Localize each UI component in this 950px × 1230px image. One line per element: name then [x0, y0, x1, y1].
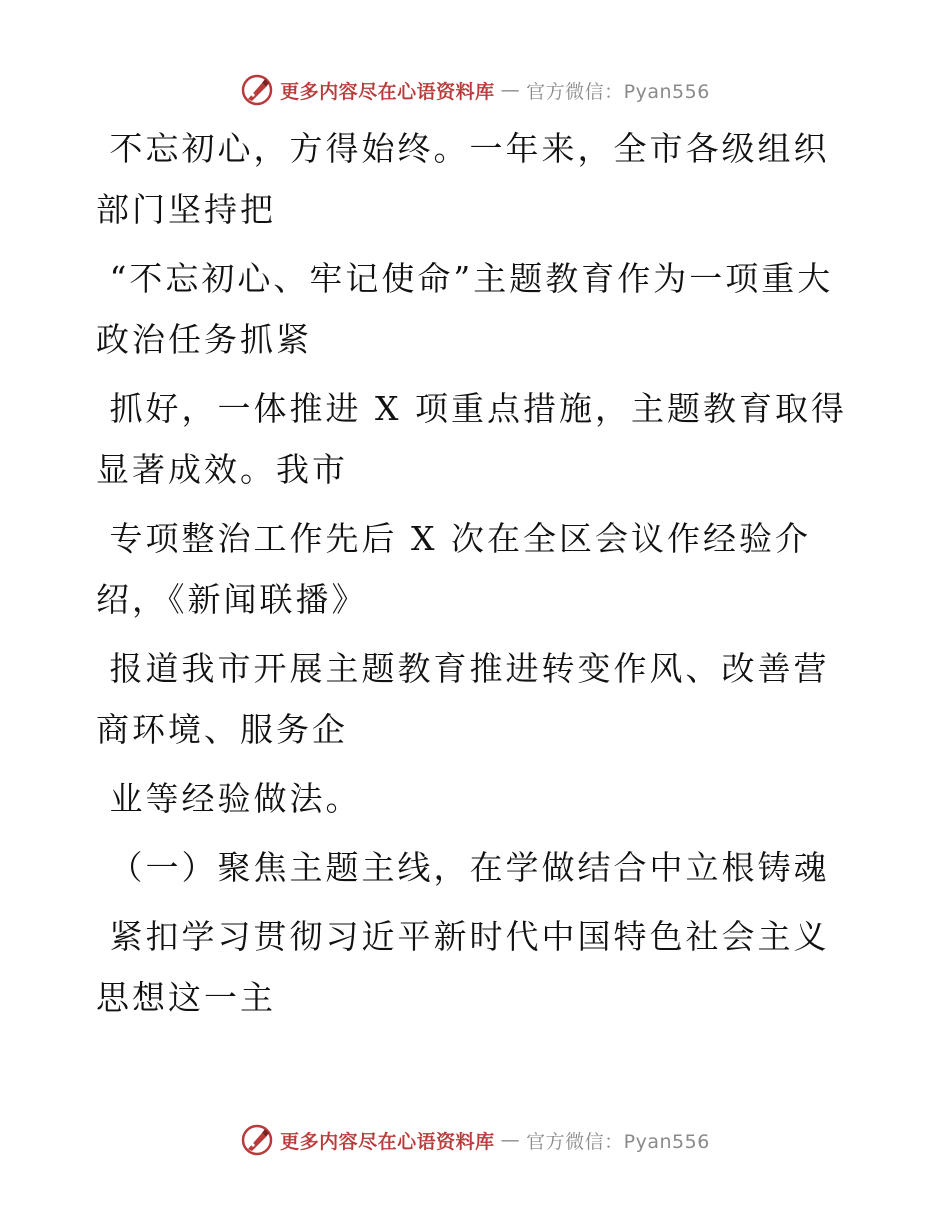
header-banner	[0, 68, 950, 112]
pen-nib-logo-icon	[240, 1123, 274, 1157]
banner-site-text: 更多内容尽在心语资料库	[280, 1130, 495, 1153]
banner-wechat-text: 官方微信：Pyan556	[526, 1130, 710, 1153]
banner-separator: —	[500, 79, 521, 101]
paragraph: 专项整治工作先后 X 次在全区会议作经验介绍，《新闻联播》	[96, 519, 811, 619]
document-body	[96, 118, 856, 1036]
section-heading: （一）聚焦主题主线，在学做结合中立根铸魂	[96, 848, 830, 887]
banner-wechat-text: 官方微信：Pyan556	[526, 80, 710, 103]
pen-nib-logo-icon	[240, 73, 274, 107]
paragraph: 抓好，一体推进 X 项重点措施，主题教育取得显著成效。我市	[96, 389, 847, 489]
footer-banner	[0, 1118, 950, 1162]
paragraph: 报道我市开展主题教育推进转变作风、改善营商环境、服务企	[96, 649, 830, 749]
banner-site-text: 更多内容尽在心语资料库	[280, 80, 495, 103]
paragraph: “不忘初心、牢记使命”主题教育作为一项重大政治任务抓紧	[96, 259, 834, 359]
paragraph: 业等经验做法。	[96, 779, 362, 818]
paragraph: 紧扣学习贯彻习近平新时代中国特色社会主义思想这一主	[96, 917, 830, 1017]
paragraph: 不忘初心，方得始终。一年来，全市各级组织部门坚持把	[96, 129, 830, 229]
banner-separator: —	[500, 1129, 521, 1151]
